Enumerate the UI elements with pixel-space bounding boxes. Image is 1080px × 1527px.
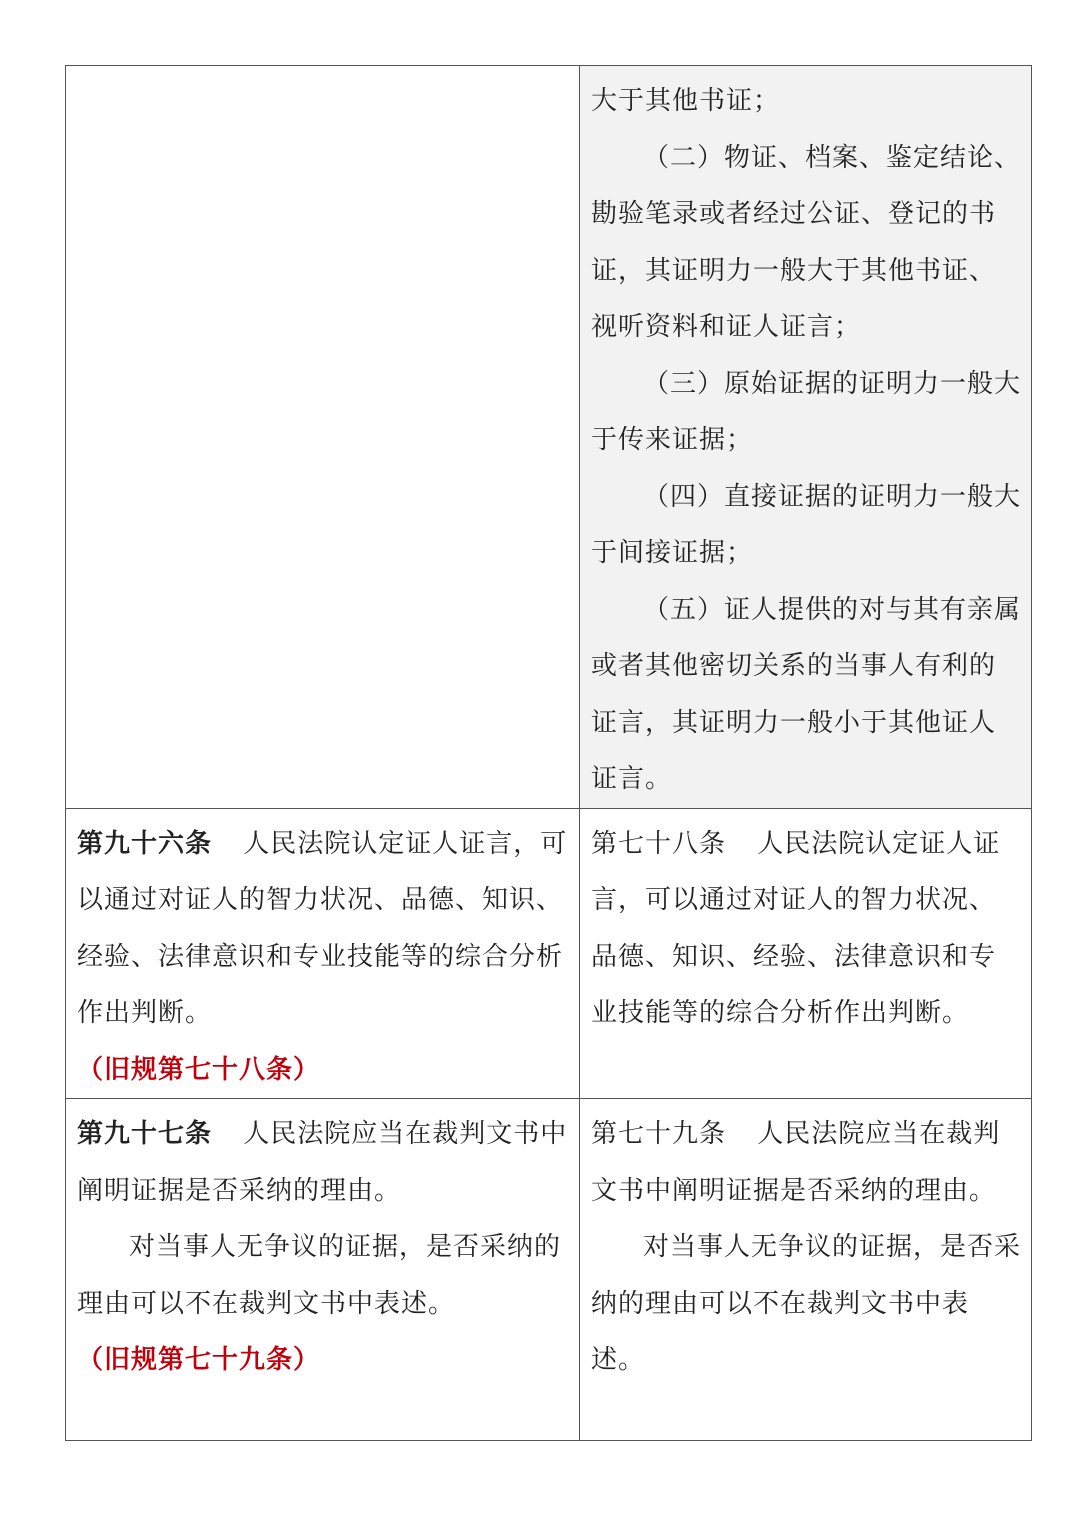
old-rule-cell bbox=[580, 1099, 1032, 1441]
table-row bbox=[66, 808, 1032, 1099]
table-row bbox=[66, 66, 1032, 809]
paragraph: （四）直接证据的证明力一般大于间接证据； bbox=[591, 481, 1022, 568]
paragraph: 大于其他书证； bbox=[591, 86, 781, 116]
old-rule-reference: （旧规第七十九条） bbox=[77, 1345, 321, 1375]
article-text: 人民法院应当在裁判文书中阐明证据是否采纳的理由。 bbox=[591, 1119, 1001, 1206]
paragraph: （二）物证、档案、鉴定结论、勘验笔录或者经过公证、登记的书证，其证明力一般大于其他书证、视听资料和证人证言； bbox=[591, 142, 1022, 342]
old-rule-reference: （旧规第七十八条） bbox=[77, 1054, 321, 1085]
article-number: 第九十六条 bbox=[77, 828, 213, 859]
article-number: 第七十八条 bbox=[591, 828, 727, 859]
article-paragraph bbox=[77, 1106, 569, 1219]
paragraph: 对当事人无争议的证据，是否采纳的理由可以不在裁判文书中表述。 bbox=[591, 1232, 1022, 1375]
comparison-table bbox=[65, 65, 1032, 1441]
article-paragraph bbox=[77, 816, 569, 1042]
table-row bbox=[66, 1099, 1032, 1441]
old-rule-cell bbox=[580, 66, 1032, 809]
article-paragraph bbox=[591, 816, 1021, 1042]
article-text: 人民法院应当在裁判文书中阐明证据是否采纳的理由。 bbox=[77, 1119, 568, 1206]
new-rule-cell bbox=[66, 66, 580, 809]
new-rule-cell bbox=[66, 808, 580, 1099]
paragraph: （三）原始证据的证明力一般大于传来证据； bbox=[591, 368, 1022, 455]
article-number: 第九十七条 bbox=[77, 1119, 213, 1149]
new-rule-cell bbox=[66, 1099, 580, 1441]
paragraph: 对当事人无争议的证据，是否采纳的理由可以不在裁判文书中表述。 bbox=[77, 1232, 562, 1319]
article-paragraph bbox=[591, 1106, 1021, 1219]
old-rule-cell bbox=[580, 808, 1032, 1099]
article-text: 人民法院认定证人证言，可以通过对证人的智力状况、品德、知识、经验、法律意识和专业技能等的综合分析作出判断。 bbox=[591, 828, 1001, 1028]
article-text: 人民法院认定证人证言，可以通过对证人的智力状况、品德、知识、经验、法律意识和专业技能等的综合分析作出判断。 bbox=[77, 828, 568, 1028]
paragraph: （五）证人提供的对与其有亲属或者其他密切关系的当事人有利的证言，其证明力一般小于其他证人证言。 bbox=[591, 594, 1022, 794]
article-number: 第七十九条 bbox=[591, 1119, 727, 1149]
